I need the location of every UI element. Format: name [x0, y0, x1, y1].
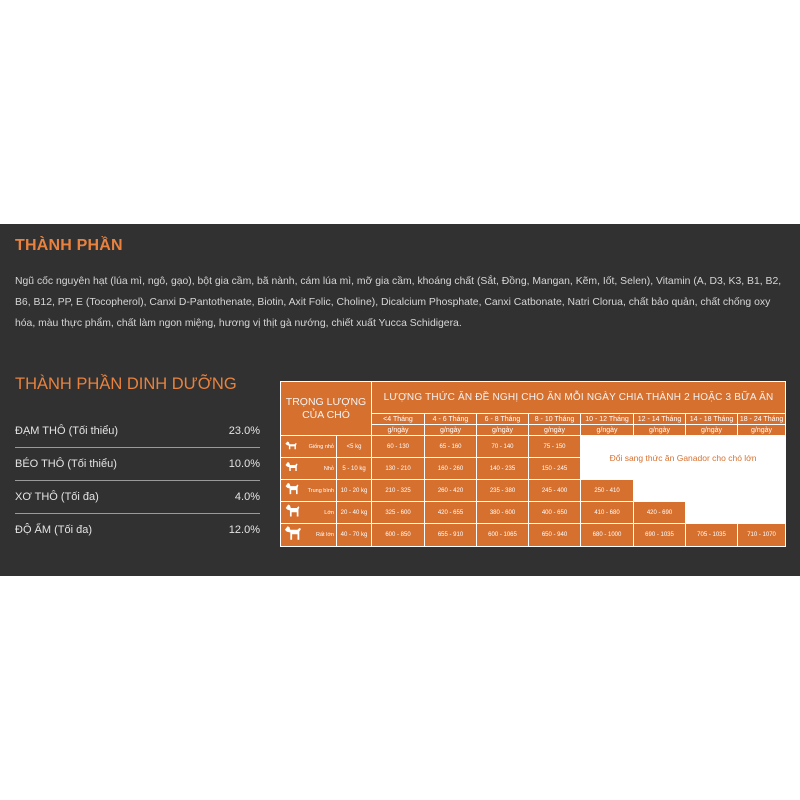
age-header: 10 - 12 Tháng [581, 414, 634, 425]
weight-header: TRỌNG LƯỢNG CỦA CHÓ [281, 382, 372, 436]
amount-cell: 260 - 420 [425, 480, 477, 502]
product-info-panel [0, 224, 800, 576]
amount-cell: 60 - 130 [372, 436, 425, 458]
nutrition-row [15, 514, 260, 546]
weight-cell: <5 kg [337, 436, 372, 458]
nutrition-row [15, 481, 260, 514]
table-row [281, 480, 786, 502]
amount-cell: 250 - 410 [581, 480, 634, 502]
ingredients-heading: THÀNH PHẦN [15, 237, 123, 254]
amount-cell: 710 - 1070 [738, 524, 786, 547]
nutrition-label: XƠ THÔ (Tối đa) [15, 491, 99, 503]
nutrition-row [15, 415, 260, 448]
empty-cell [686, 502, 786, 524]
dog-icon [284, 438, 298, 456]
amount-cell: 420 - 655 [425, 502, 477, 524]
age-header: 14 - 18 Tháng [686, 414, 738, 425]
nutrition-list [15, 415, 260, 546]
unit-cell: g/ngày [425, 425, 477, 436]
amount-cell: 655 - 910 [425, 524, 477, 547]
nutrition-value: 10.0% [228, 458, 260, 470]
dog-size-label: Giống nhỏ [308, 443, 334, 450]
dog-size-label: Rất lớn [316, 532, 334, 538]
unit-cell: g/ngày [477, 425, 529, 436]
amount-cell: 140 - 235 [477, 458, 529, 480]
amount-cell: 400 - 650 [529, 502, 581, 524]
weight-cell: 10 - 20 kg [337, 480, 372, 502]
age-header: <4 Tháng [372, 414, 425, 425]
dog-size-cell [281, 524, 337, 547]
dog-size-label: Trung bình [307, 487, 334, 494]
table-row [281, 502, 786, 524]
amount-cell: 410 - 680 [581, 502, 634, 524]
age-header: 12 - 14 Tháng [634, 414, 686, 425]
unit-cell: g/ngày [529, 425, 581, 436]
dog-icon [284, 503, 301, 523]
weight-cell: 20 - 40 kg [337, 502, 372, 524]
weight-cell: 40 - 70 kg [337, 524, 372, 547]
amount-cell: 130 - 210 [372, 458, 425, 480]
unit-cell: g/ngày [634, 425, 686, 436]
age-header: 18 - 24 Tháng [738, 414, 786, 425]
nutrition-value: 4.0% [234, 491, 260, 503]
amount-cell: 600 - 1065 [477, 524, 529, 547]
amount-cell: 150 - 245 [529, 458, 581, 480]
amount-cell: 600 - 850 [372, 524, 425, 547]
dog-size-cell [281, 480, 337, 502]
amount-cell: 705 - 1035 [686, 524, 738, 547]
amount-cell: 75 - 150 [529, 436, 581, 458]
amount-cell: 70 - 140 [477, 436, 529, 458]
amount-header: LƯỢNG THỨC ĂN ĐỀ NGHỊ CHO ĂN MỖI NGÀY CHIA THÀNH 2 HOẶC 3 BỮA ĂN [372, 382, 786, 414]
nutrition-heading: THÀNH PHẦN DINH DƯỠNG [15, 375, 237, 393]
table-row [281, 436, 786, 458]
weight-cell: 5 - 10 kg [337, 458, 372, 480]
dog-size-cell [281, 436, 337, 458]
amount-cell: 160 - 260 [425, 458, 477, 480]
amount-cell: 420 - 690 [634, 502, 686, 524]
amount-cell: 235 - 380 [477, 480, 529, 502]
unit-cell: g/ngày [686, 425, 738, 436]
table-row [281, 524, 786, 547]
dog-icon [284, 460, 299, 478]
feeding-table [280, 381, 786, 547]
age-header: 6 - 8 Tháng [477, 414, 529, 425]
nutrition-label: ĐỘ ẨM (Tối đa) [15, 524, 93, 536]
dog-size-label: Lớn [324, 509, 334, 516]
amount-cell: 650 - 940 [529, 524, 581, 547]
nutrition-row [15, 448, 260, 481]
dog-size-cell [281, 458, 337, 480]
dog-icon [284, 525, 302, 546]
amount-cell: 380 - 600 [477, 502, 529, 524]
nutrition-label: ĐẠM THÔ (Tối thiểu) [15, 425, 119, 437]
dog-size-label: Nhỏ [323, 465, 334, 472]
amount-cell: 690 - 1035 [634, 524, 686, 547]
unit-cell: g/ngày [738, 425, 786, 436]
amount-cell: 680 - 1000 [581, 524, 634, 547]
dog-icon [284, 481, 300, 500]
dog-size-cell [281, 502, 337, 524]
switch-food-note: Đổi sang thức ăn Ganador cho chó lớn [581, 436, 786, 480]
nutrition-label: BÉO THÔ (Tối thiểu) [15, 458, 117, 470]
nutrition-value: 23.0% [228, 425, 260, 437]
unit-cell: g/ngày [581, 425, 634, 436]
amount-cell: 325 - 600 [372, 502, 425, 524]
age-header: 8 - 10 Tháng [529, 414, 581, 425]
amount-cell: 245 - 400 [529, 480, 581, 502]
amount-cell: 210 - 325 [372, 480, 425, 502]
age-header: 4 - 6 Tháng [425, 414, 477, 425]
amount-cell: 65 - 160 [425, 436, 477, 458]
nutrition-value: 12.0% [228, 524, 260, 536]
empty-cell [634, 480, 786, 502]
ingredients-text: Ngũ cốc nguyên hạt (lúa mì, ngô, gạo), bột gia cầm, bã nành, cám lúa mì, mỡ gia cầm, khoáng chất (Sắt, Đồng, Mangan, Kẽm, Iốt, Selen), Vitamin (A, D3, K3, B1, B2, B6, B12, PP, E (Tocopherol), Canxi D-Pantothenate, Biotin, Axit Folic, Choline), Dicalcium Phosphate, Canxi Catbonate, Natri Clorua, chất bảo quản, chất chống oxy hóa, màu thực phẩm, chất làm ngon miệng, hương vị thịt gà nướng, chiết xuất Yucca Schidigera. [15, 276, 782, 329]
unit-cell: g/ngày [372, 425, 425, 436]
